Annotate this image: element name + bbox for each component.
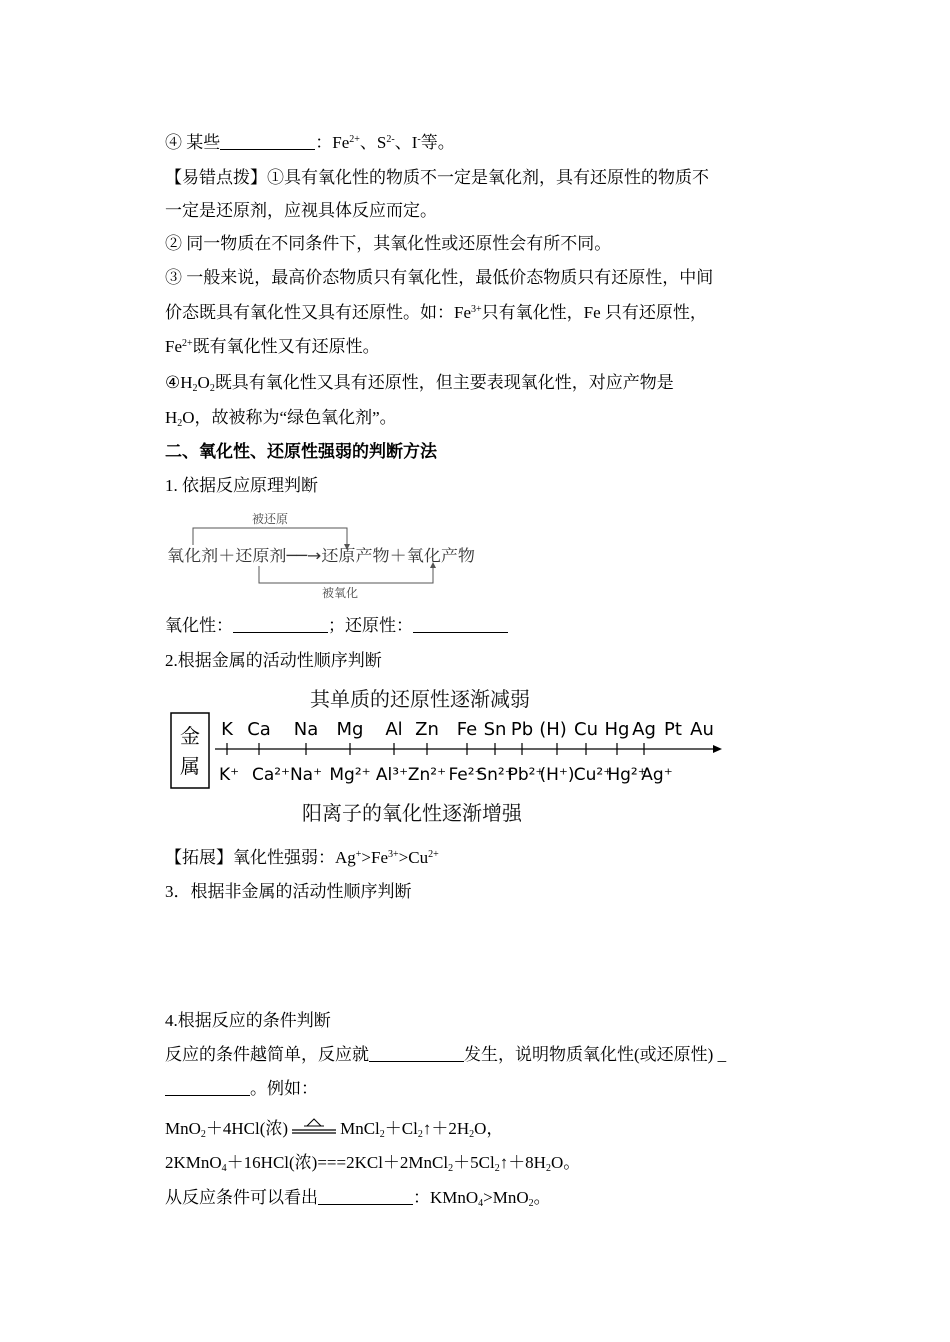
- metal-box-label-1: 金: [180, 724, 200, 748]
- oxidized-label: 被氧化: [321, 586, 359, 600]
- equation-2: 2KMnO$_4$＋16HCl(浓)$===2KCl+2MnCl_2+5Cl_2↑+8H_2O$。: [165, 1153, 581, 1174]
- metal-symbol: Sn: [483, 719, 507, 740]
- reduced-label: 被还原: [251, 512, 289, 526]
- tip-1-line-2: 一定是还原剂，应视具体反应而定。: [165, 201, 437, 220]
- item-4-prefix: ④ 某些: [165, 133, 221, 152]
- cation-symbol: Fe²⁺: [448, 765, 484, 785]
- cation-symbol: Cu²⁺: [573, 765, 613, 785]
- heating-equals-sign: [290, 1117, 338, 1139]
- oxidized-bracket: [259, 566, 433, 583]
- fill-blank[interactable]: [318, 1188, 413, 1205]
- method-1-fill-line: 氧化性： ；还原性：: [165, 615, 508, 637]
- tip-3-line-1: ③ 一般来说，最高价态物质只有氧化性，最低价态物质只有还原性，中间: [165, 268, 714, 287]
- cation-symbol: Pb²⁺: [507, 765, 545, 785]
- cation-symbol: Mg²⁺: [329, 765, 371, 785]
- oxidizability-caption: 阳离子的氧化性逐渐增强: [302, 801, 522, 825]
- tip-3-line-3: $Fe^{2+}$既有氧化性又有还原性。: [165, 337, 380, 356]
- reduced-bracket: [193, 528, 347, 545]
- method-4-line-5: 从反应条件可以看出 ：KMnO$_4$>MnO$_2$。: [165, 1188, 551, 1209]
- fill-blank[interactable]: [413, 616, 508, 633]
- heat-triangle-icon: [307, 1119, 321, 1126]
- method-4-line-1: 反应的条件越简单，反应就 发生，说明物质氧化性(或还原性) _: [165, 1045, 727, 1064]
- fill-blank[interactable]: [165, 1079, 250, 1096]
- extension-line: 【拓展】氧化性强弱：$Ag^+>Fe^{3+}>Cu^{2+}$: [165, 848, 439, 867]
- metal-symbol: Ag: [632, 719, 656, 740]
- cation-symbol: Ag⁺: [641, 765, 673, 785]
- cation-symbol: (H⁺): [539, 765, 575, 785]
- method-1-title: 1. 依据反应原理判断: [165, 476, 318, 495]
- equation-1: MnO$_2$＋4HCl(浓) $MnCl_2+Cl_2↑+2H_2O$，: [165, 1119, 504, 1140]
- metal-symbol: Fe: [456, 719, 478, 740]
- tip-2-line: ② 同一物质在不同条件下，其氧化性或还原性会有所不同。: [165, 234, 612, 253]
- item-4-line: ④ 某些 ：$Fe^{2+}$、$S^{2-}$、I-等。: [165, 133, 455, 152]
- tip-4-line-1: $④H_2O_2$既具有氧化性又具有还原性，但主要表现氧化性，对应产物是: [165, 373, 674, 394]
- cation-symbol: Zn²⁺: [407, 765, 447, 785]
- section-2-title: 二、氧化性、还原性强弱的判断方法: [165, 442, 437, 461]
- metal-symbol: Mg: [336, 719, 364, 740]
- metal-box-label-2: 属: [180, 754, 200, 778]
- metal-symbol: Cu: [574, 719, 598, 740]
- metal-symbol: Hg: [604, 719, 630, 740]
- activity-arrowhead: [713, 745, 722, 753]
- redox-equation: 氧化剂＋还原剂──→还原产物＋氧化产物: [167, 546, 475, 565]
- metal-symbol: Al: [385, 719, 403, 740]
- cation-symbol: Na⁺: [289, 765, 323, 785]
- metal-symbol: Ca: [247, 719, 271, 740]
- metal-symbol: K: [221, 719, 233, 740]
- metal-symbol: Pt: [664, 719, 682, 740]
- cation-symbol: K⁺: [218, 765, 240, 785]
- metal-symbol: Pb: [510, 719, 534, 740]
- fill-blank[interactable]: [369, 1045, 464, 1062]
- cation-symbol: Ca²⁺: [251, 765, 291, 785]
- metal-symbol: Zn: [415, 719, 439, 740]
- cation-symbol: Sn²⁺: [476, 765, 514, 785]
- reducibility-caption: 其单质的还原性逐渐减弱: [310, 687, 530, 711]
- cation-symbol: Al³⁺: [375, 765, 409, 785]
- redox-diagram: [165, 508, 485, 603]
- method-2-title: 2.根据金属的活动性顺序判断: [165, 651, 382, 670]
- metal-symbol: Na: [293, 719, 319, 740]
- tip-1-line-1: 【易错点拨】①具有氧化性的物质不一定是氧化剂，具有还原性的物质不: [165, 168, 709, 187]
- metal-activity-diagram: [165, 680, 730, 830]
- method-3-title: 3．根据非金属的活动性顺序判断: [165, 882, 412, 901]
- fill-blank[interactable]: [233, 616, 328, 633]
- tip-3-line-2: 价态既具有氧化性又具有还原性。如：$Fe^{3+}$只有氧化性，Fe 只有还原性，: [165, 303, 707, 322]
- method-4-line-2: 。例如：: [165, 1078, 318, 1100]
- tip-4-line-2: $H_2O$，故被称为“绿色氧化剂”。: [165, 408, 397, 429]
- method-4-title: 4.根据反应的条件判断: [165, 1011, 331, 1030]
- metal-symbol: Au: [690, 719, 714, 740]
- fill-blank[interactable]: [220, 133, 315, 150]
- metal-symbol: (H): [539, 719, 567, 740]
- cation-symbol: Hg²⁺: [607, 765, 647, 785]
